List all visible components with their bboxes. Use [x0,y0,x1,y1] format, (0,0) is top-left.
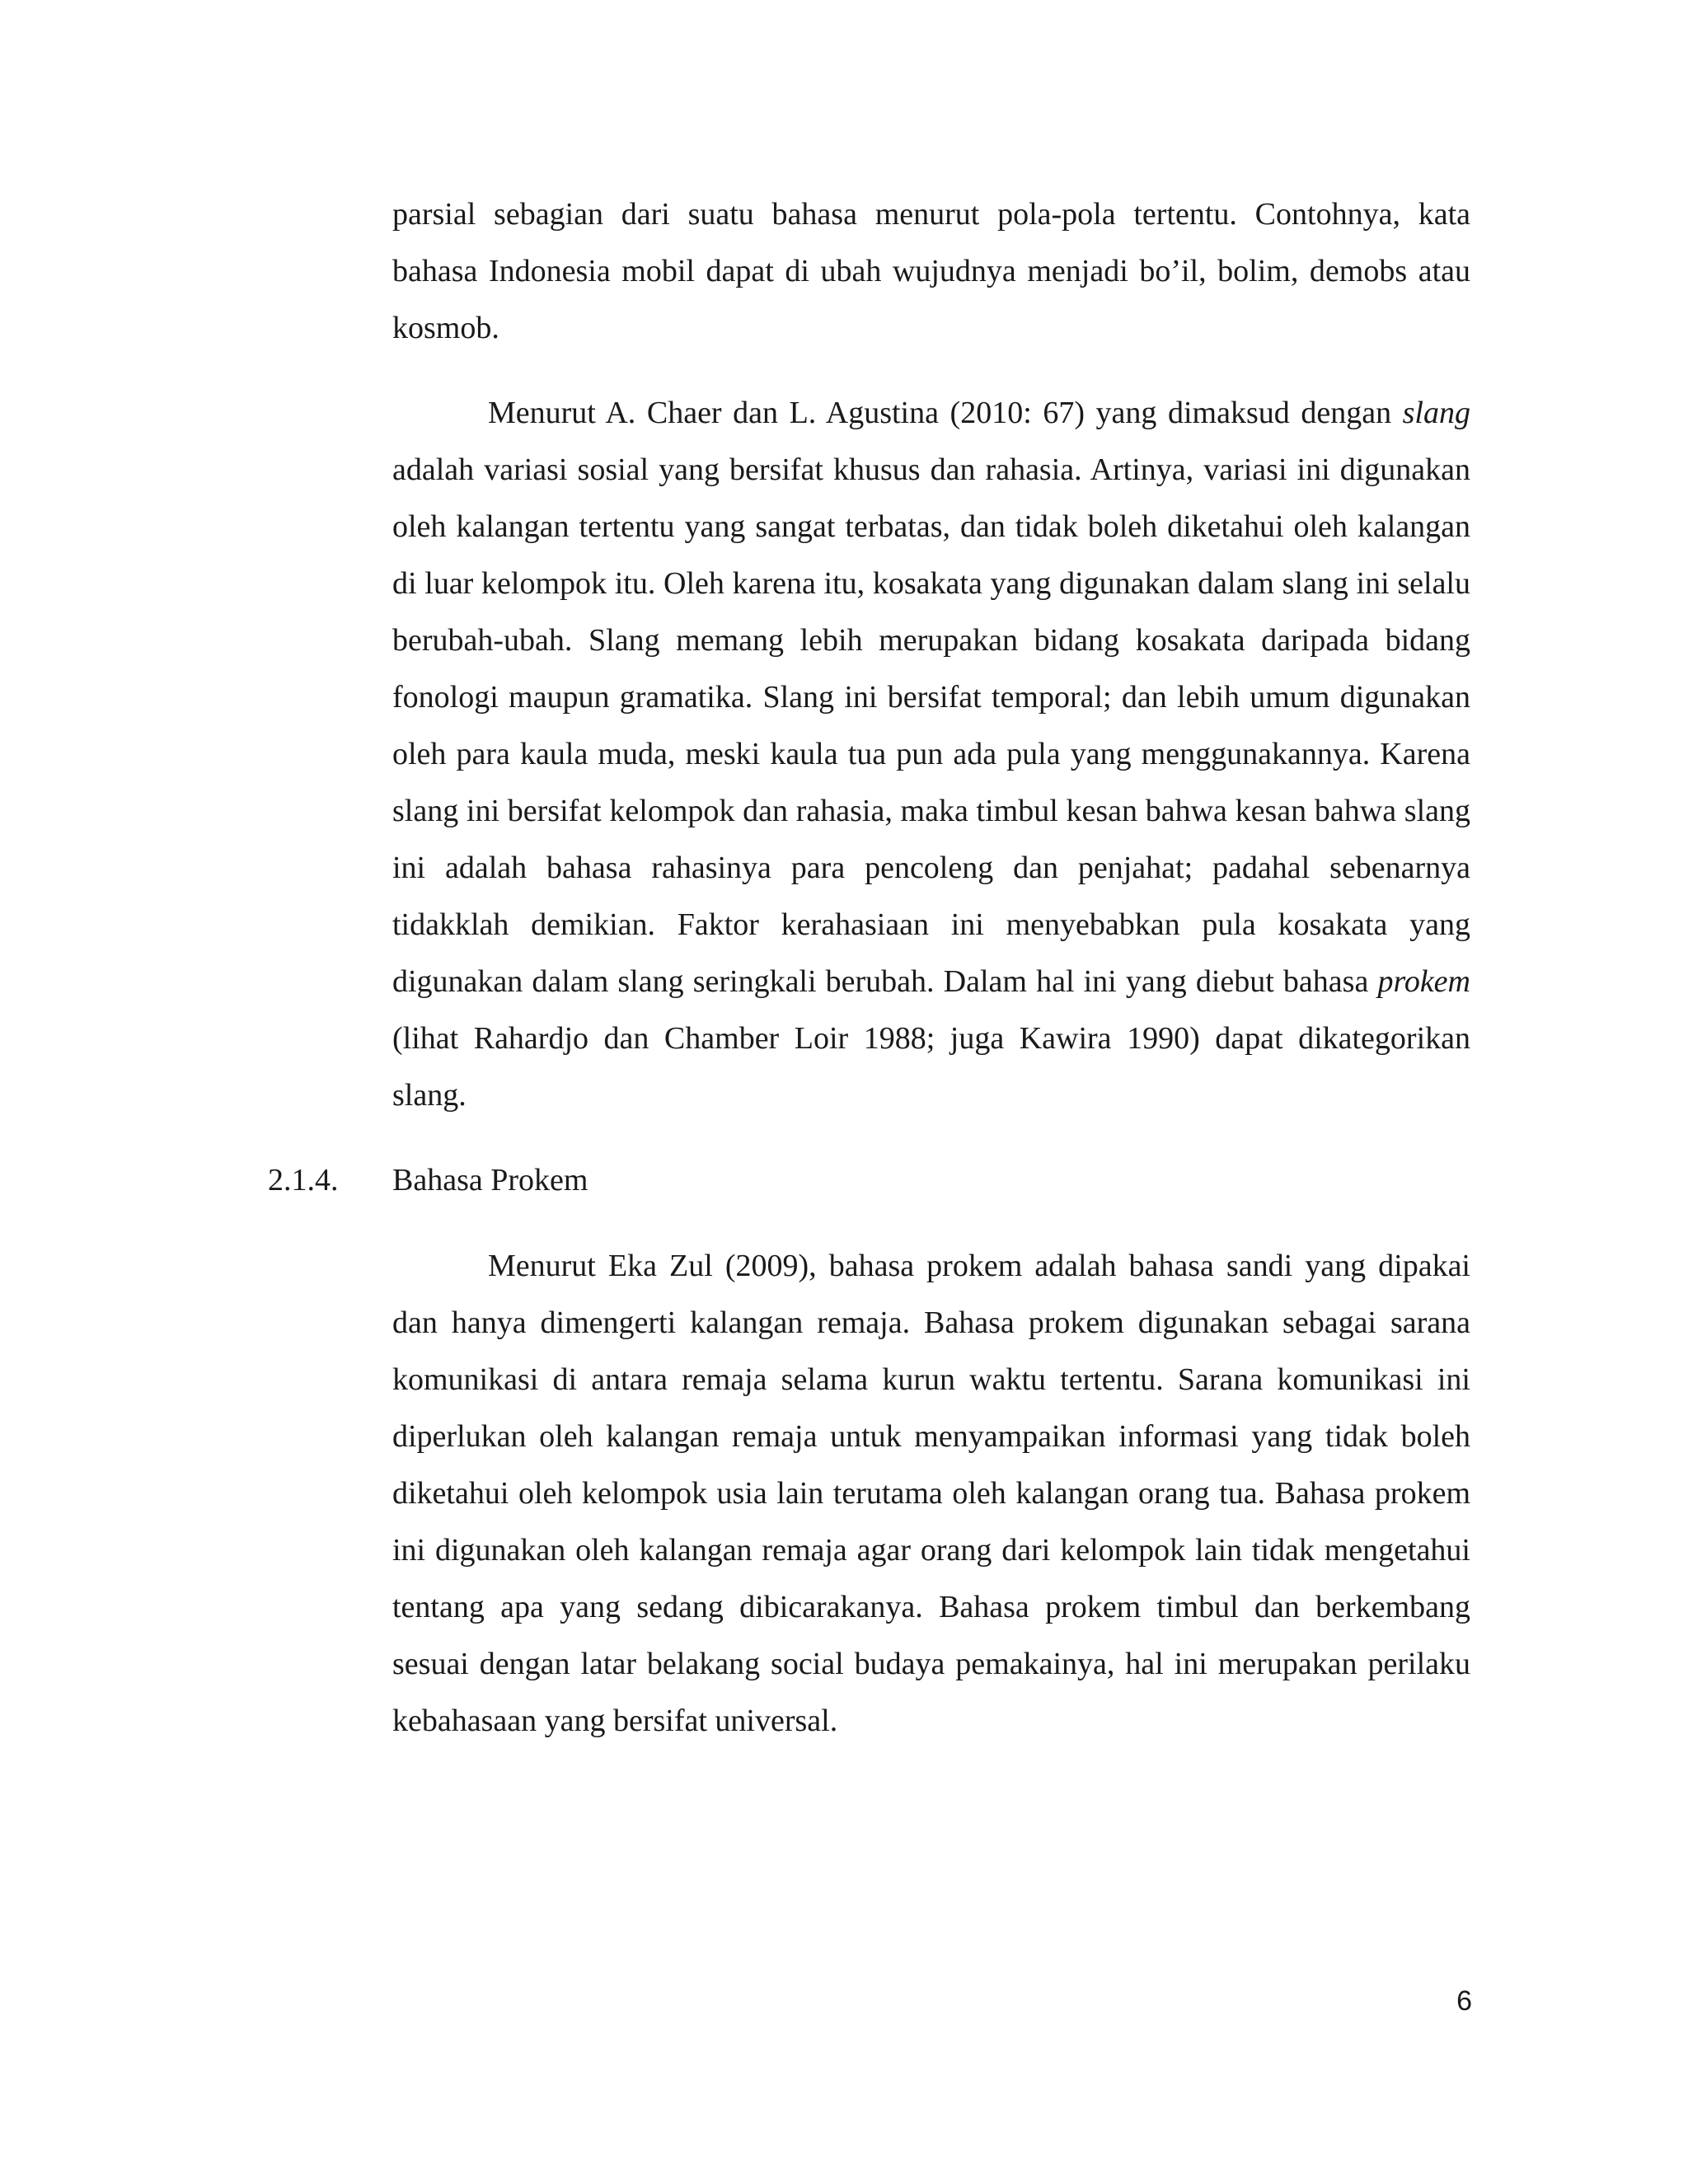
paragraph-slang-definition [392,385,1470,1124]
paragraph-3-text: Menurut Eka Zul (2009), bahasa prokem adalah bahasa sandi yang dipakai dan hanya dimengerti kalangan remaja. Bahasa prokem digunakan sebagai sarana komunikasi di antara remaja selama kurun waktu tertentu. Sarana komunikasi ini diperlukan oleh kalangan remaja untuk menyampaikan informasi yang tidak boleh diketahui oleh kelompok usia lain terutama oleh kalangan orang tua. Bahasa prokem ini digunakan oleh kalangan remaja agar orang dari kelompok lain tidak mengetahui tentang apa yang sedang dibicarakanya. Bahasa prokem timbul dan berkembang sesuai dengan latar belakang social budaya pemakainya, hal ini merupakan perilaku kebahasaan yang bersifat universal. [392,1249,1470,1738]
paragraph-2-text-c: (lihat Rahardjo dan Chamber Loir 1988; juga Kawira 1990) dapat dikategorikan slang. [392,1021,1470,1113]
section-number: 2.1.4. [268,1163,339,1197]
page-number: 6 [1456,1985,1472,2017]
paragraph-2-text-b: adalah variasi sosial yang bersifat khusus dan rahasia. Artinya, variasi ini digunakan oleh kalangan tertentu yang sangat terbatas, dan tidak boleh diketahui oleh kalangan di luar kelompok itu. Oleh karena itu, kosakata yang digunakan dalam slang ini selalu berubah-ubah. Slang memang lebih merupakan bidang kosakata daripada bidang fonologi maupun gramatika. Slang ini bersifat temporal; dan lebih umum digunakan oleh para kaula muda, meski kaula tua pun ada pula yang menggunakannya. Karena slang ini bersifat kelompok dan rahasia, maka timbul kesan bahwa kesan bahwa slang ini adalah bahasa rahasinya para pencoleng dan penjahat; padahal sebenarnya tidakklah demikian. Faktor kerahasiaan ini menyebabkan pula kosakata yang digunakan dalam slang seringkali berubah. Dalam hal ini yang diebut bahasa [392,452,1470,999]
paragraph-1-text: parsial sebagian dari suatu bahasa menurut pola-pola tertentu. Contohnya, kata bahasa Indonesia mobil dapat di ubah wujudnya menjadi bo’il, bolim, demobs atau kosmob. [392,197,1470,345]
paragraph-prokem-definition [392,1238,1470,1750]
italic-term-slang: slang [1402,396,1470,430]
paragraph-2-text-a: Menurut A. Chaer dan L. Agustina (2010: 67) yang dimaksud dengan [488,396,1403,430]
section-heading: Bahasa Prokem [392,1163,588,1197]
paragraph-continuation [392,186,1470,357]
italic-term-prokem: prokem [1377,964,1470,999]
